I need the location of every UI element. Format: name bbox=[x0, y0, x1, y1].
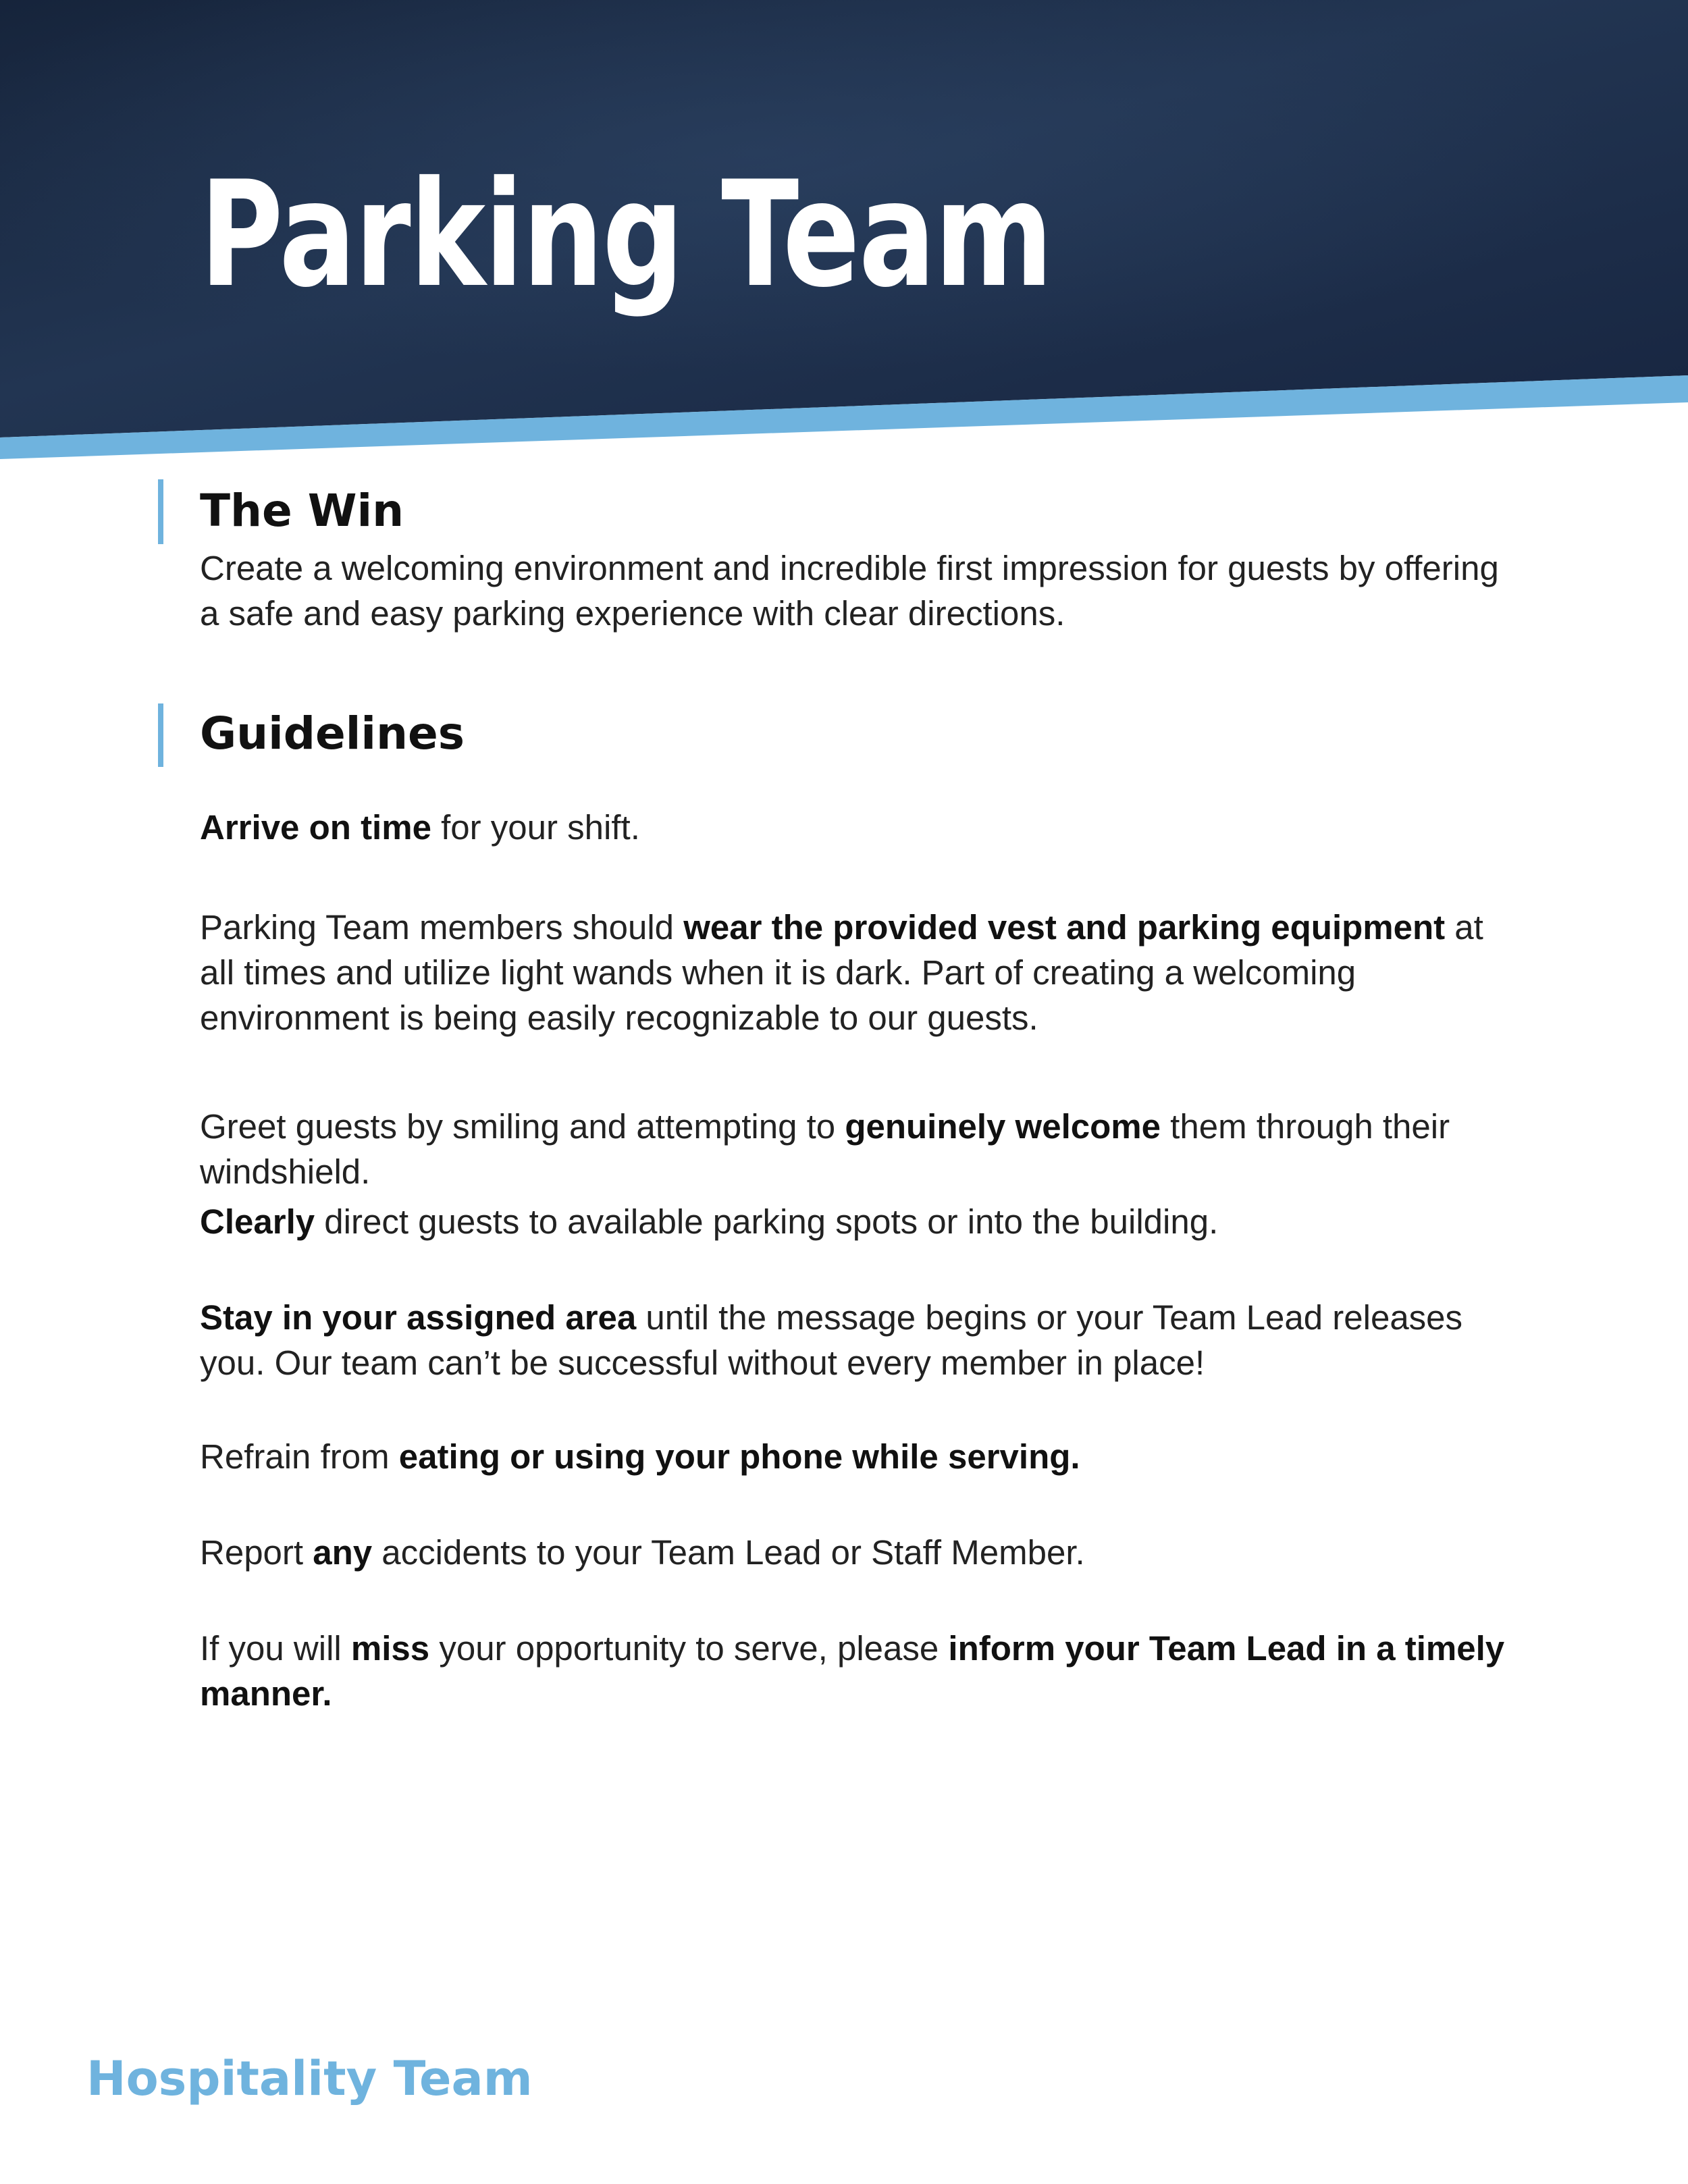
guideline-item: If you will miss your opportunity to serve, please inform your Team Lead in a timely manner. bbox=[200, 1629, 1505, 1713]
guideline-item: Clearly direct guests to available parking spots or into the building. bbox=[200, 1202, 1219, 1241]
win-text: Create a welcoming environment and incredible first impression for guests by offering a safe and easy parking experience with clear directions. bbox=[200, 549, 1499, 633]
guideline-item: Report any accidents to your Team Lead or Staff Member. bbox=[200, 1533, 1085, 1572]
guideline-item: Stay in your assigned area until the message begins or your Team Lead releases you. Our team can’t be successful without every member in place! bbox=[200, 1298, 1463, 1382]
section-accent-bar bbox=[158, 479, 163, 544]
guideline-item: Greet guests by smiling and attempting to genuinely welcome them through their windshield. bbox=[200, 1107, 1450, 1191]
section-accent-bar bbox=[158, 703, 163, 767]
guideline-item: Parking Team members should wear the provided vest and parking equipment at all times and utilize light wands when it is dark. Part of creating a welcoming environment is being easily recognizable to our guests. bbox=[200, 908, 1483, 1037]
footer-label: Hospitality Team bbox=[86, 2051, 533, 2106]
guideline-item: Arrive on time for your shift. bbox=[200, 808, 640, 847]
page-title: Parking Team bbox=[200, 150, 1053, 319]
guideline-item: Refrain from eating or using your phone while serving. bbox=[200, 1437, 1080, 1476]
guidelines-heading: Guidelines bbox=[200, 708, 465, 760]
win-heading: The Win bbox=[200, 485, 404, 537]
